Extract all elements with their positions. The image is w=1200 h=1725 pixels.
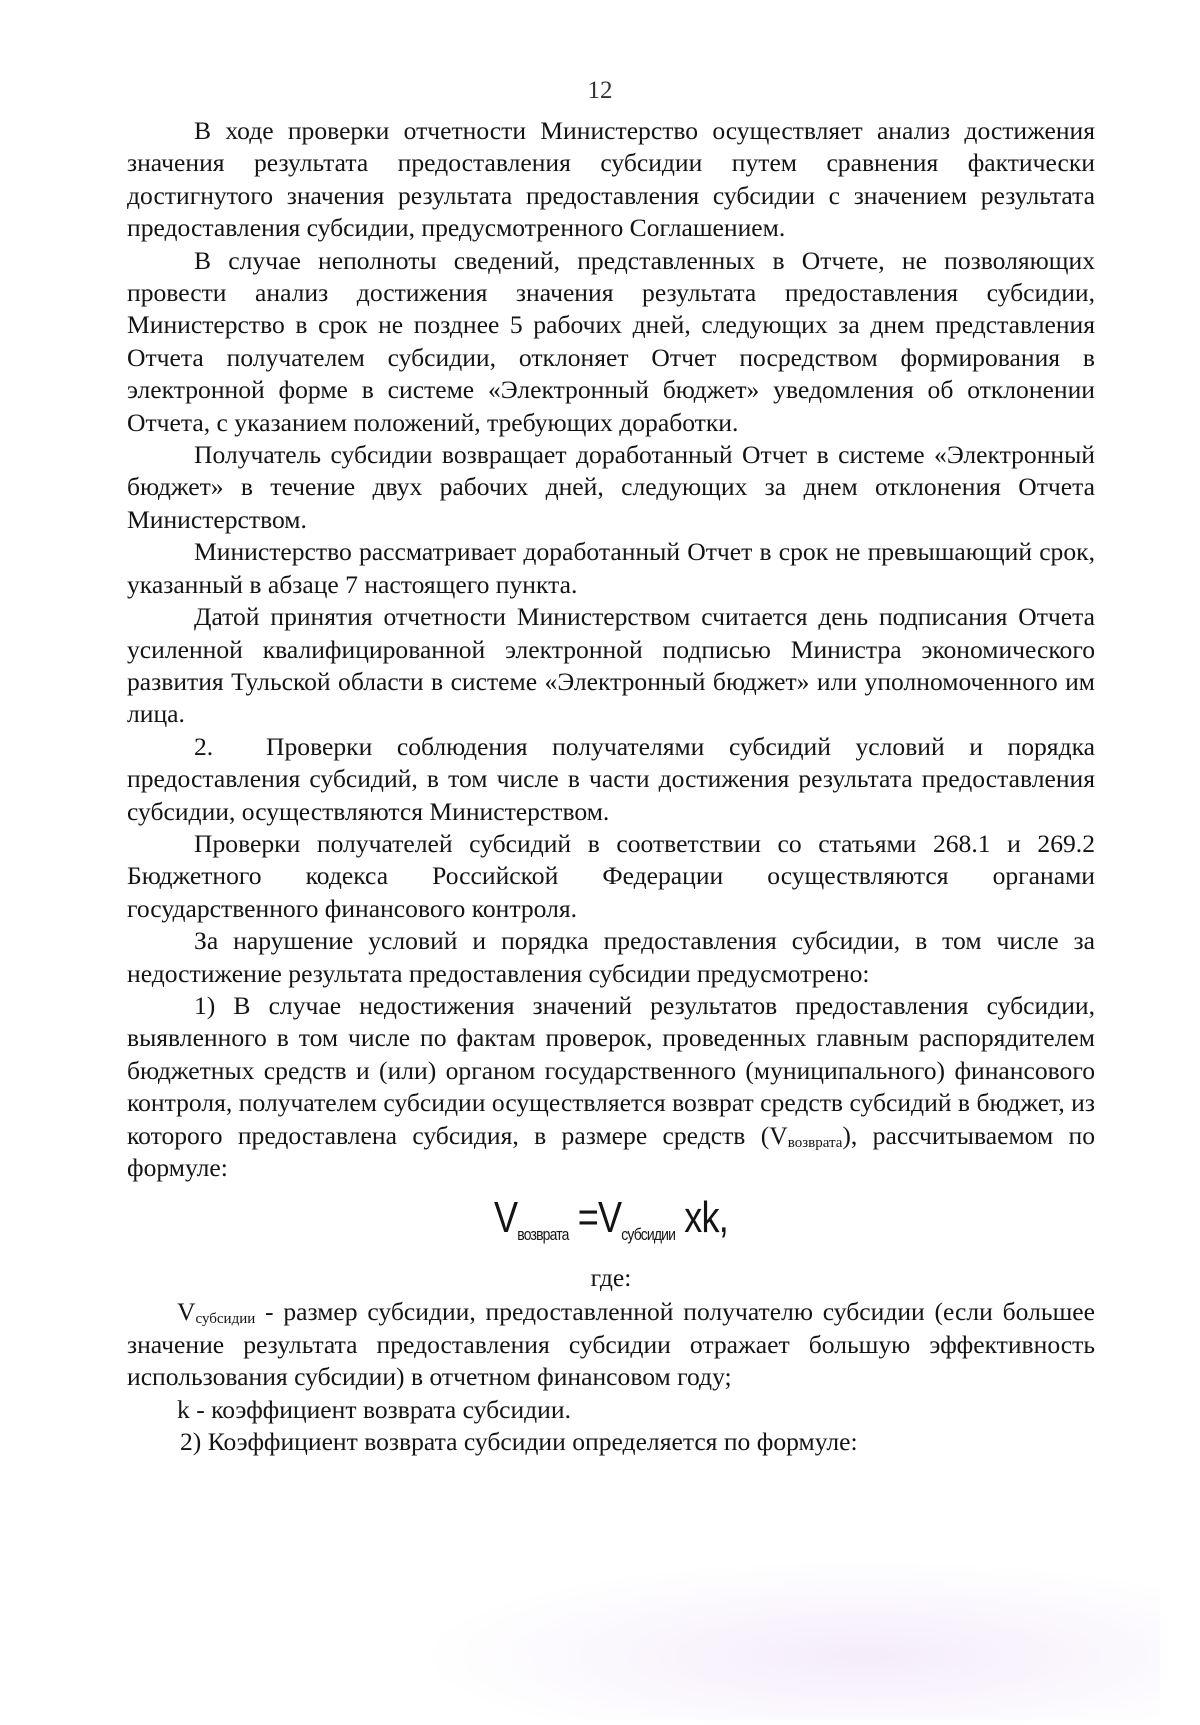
def-symbol: V (177, 1297, 196, 1327)
scan-tint (420, 1560, 1160, 1720)
subscript: возврата (787, 1134, 843, 1151)
item-number: 2. (194, 731, 214, 761)
subitem-1 (127, 990, 1095, 1184)
paragraph: За нарушение условий и порядка предоставления субсидии, в том числе за недостижение результата предоставления субсидии предусмотрено: (127, 926, 1095, 988)
paragraph: В ходе проверки отчетности Министерство осуществляет анализ достижения значения результата предоставления субсидии путем сравнения фактически достигнутого значения результата предоставления субсидии с значением результата предоставления субсидии, предусмотренного Соглашением. (127, 116, 1095, 243)
subitem-text: 1) В случае недостижения значений результатов предоставления субсидии, выявленного в том числе по фактам проверок, проведенных главным распорядителем бюджетных средств и (или) органом государственного (муниципального) финансового контроля, получателем субсидии осуществляется возврат средств субсидий в бюджет, из которого предоставлена субсидия, в размере средств (V (127, 990, 1095, 1150)
numbered-item-2 (127, 731, 1095, 828)
definition-k: k - коэффициент возврата субсидии. (177, 1394, 571, 1424)
paragraph: В случае неполноты сведений, представленных в Отчете, не позволяющих провести анализ достижения значения результата предоставления субсидии, Министерство в срок не позднее 5 рабочих дней, следующих за днем представления Отчета получателем субсидии, отклоняет Отчет посредством формирования в электронной форме в системе «Электронный бюджет» уведомления об отклонении Отчета, с указанием положений, требующих доработки. (127, 245, 1095, 437)
paragraph: Датой принятия отчетности Министерством считается день подписания Отчета усиленной квалифицированной электронной подписью Министра экономического развития Тульской области в системе «Электронный бюджет» или уполномоченного им лица. (127, 602, 1095, 729)
formula-subscript: субсидии (621, 1225, 676, 1245)
document-body (127, 115, 1095, 1458)
formula (214, 1184, 1008, 1256)
subitem-2: 2) Коэффициент возврата субсидии определяется по формуле: (180, 1427, 858, 1457)
formula-tail: xk, (675, 1193, 728, 1243)
definition-v (127, 1296, 1095, 1393)
def-subscript: субсидии (195, 1311, 256, 1328)
formula-subscript: возврата (517, 1225, 569, 1245)
page-number: 12 (587, 77, 613, 104)
formula-equals: =V (568, 1193, 622, 1243)
paragraph: Министерство рассматривает доработанный Отчет в срок не превышающий срок, указанный в абзаце 7 настоящего пункта. (127, 537, 1095, 599)
subitem-text-tail: ), рассчитываемом по формуле: (127, 1120, 1095, 1182)
where-label: где: (590, 1263, 632, 1293)
paragraph: Проверки получателей субсидий в соответствии со статьями 268.1 и 269.2 Бюджетного кодекса Российской Федерации осуществляются органами государственного финансового контроля. (127, 828, 1095, 923)
paragraph: Получатель субсидии возвращает доработанный Отчет в системе «Электронный бюджет» в течение двух рабочих дней, следующих за днем отклонения Отчета Министерством. (127, 440, 1095, 534)
formula-v: V (494, 1193, 518, 1243)
def-text: - размер субсидии, предоставленной получателю субсидии (если большее значение результата предоставления субсидии отражает большую эффективность использования субсидии) в отчетном финансовом году; (127, 1297, 1095, 1392)
item-text: Проверки соблюдения получателями субсидий условий и порядка предоставления субсидий, в том числе в части достижения результата предоставления субсидии, осуществляются Министерством. (127, 731, 1095, 826)
